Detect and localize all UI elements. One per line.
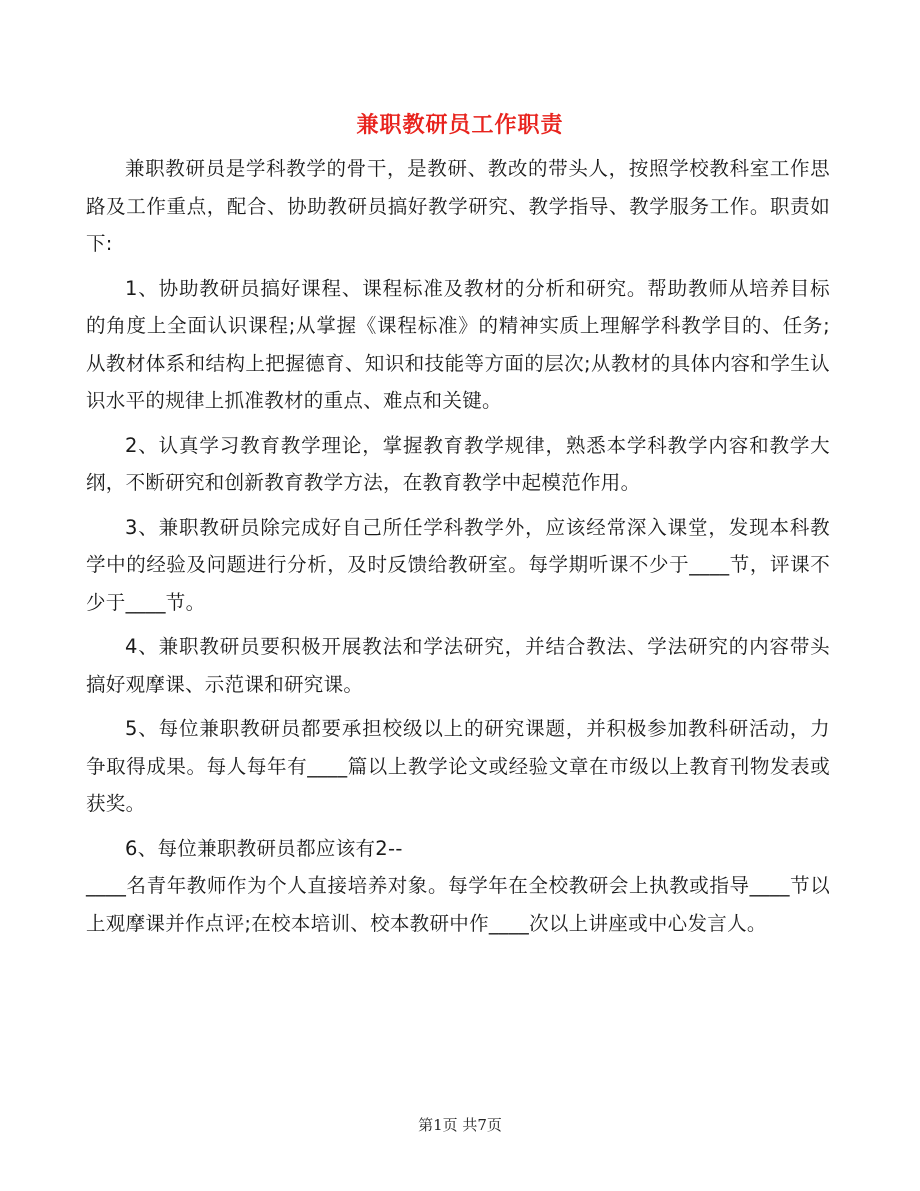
duty-paragraph-3: 3、兼职教研员除完成好自己所任学科教学外，应该经常深入课堂，发现本科教学中的经验及问题进行分析，及时反馈给教研室。每学期听课不少于____节，评课不少于____节。 [86,515,830,614]
duty-paragraph-6: 6、每位兼职教研员都应该有2-- [125,836,403,860]
duty-paragraph-6-continuation: ____名青年教师作为个人直接培养对象。每学年在全校教研会上执教或指导____节以上观摩课并作点评;在校本培训、校本教研中作____次以上讲座或中心发言人。 [86,874,830,935]
intro-paragraph: 兼职教研员是学科教学的骨干，是教研、教改的带头人，按照学校教科室工作思路及工作重点，配合、协助教研员搞好教学研究、教学指导、教学服务工作。职责如下: [86,157,830,255]
duty-paragraph-1: 1、协助教研员搞好课程、课程标准及教材的分析和研究。帮助教师从培养目标的角度上全面认识课程;从掌握《课程标准》的精神实质上理解学科教学目的、任务;从教材体系和结构上把握德育、知识和技能等方面的层次;从教材的具体内容和学生认识水平的规律上抓准教材的重点、难点和关键。 [86,276,830,412]
document-body [86,150,830,942]
duty-paragraph-5: 5、每位兼职教研员都要承担校级以上的研究课题，并积极参加教科研活动，力争取得成果。每人每年有____篇以上教学论文或经验文章在市级以上教育刊物发表或获奖。 [86,717,830,815]
duty-paragraph-4: 4、兼职教研员要积极开展教法和学法研究，并结合教法、学法研究的内容带头搞好观摩课、示范课和研究课。 [86,635,830,696]
document-title: 兼职教研员工作职责 [356,113,564,138]
page-number: 第1页 共7页 [418,1116,502,1134]
duty-paragraph-2: 2、认真学习教育教学理论，掌握教育教学规律，熟悉本学科教学内容和教学大纲，不断研究和创新教育教学方法，在教育教学中起模范作用。 [86,433,830,494]
